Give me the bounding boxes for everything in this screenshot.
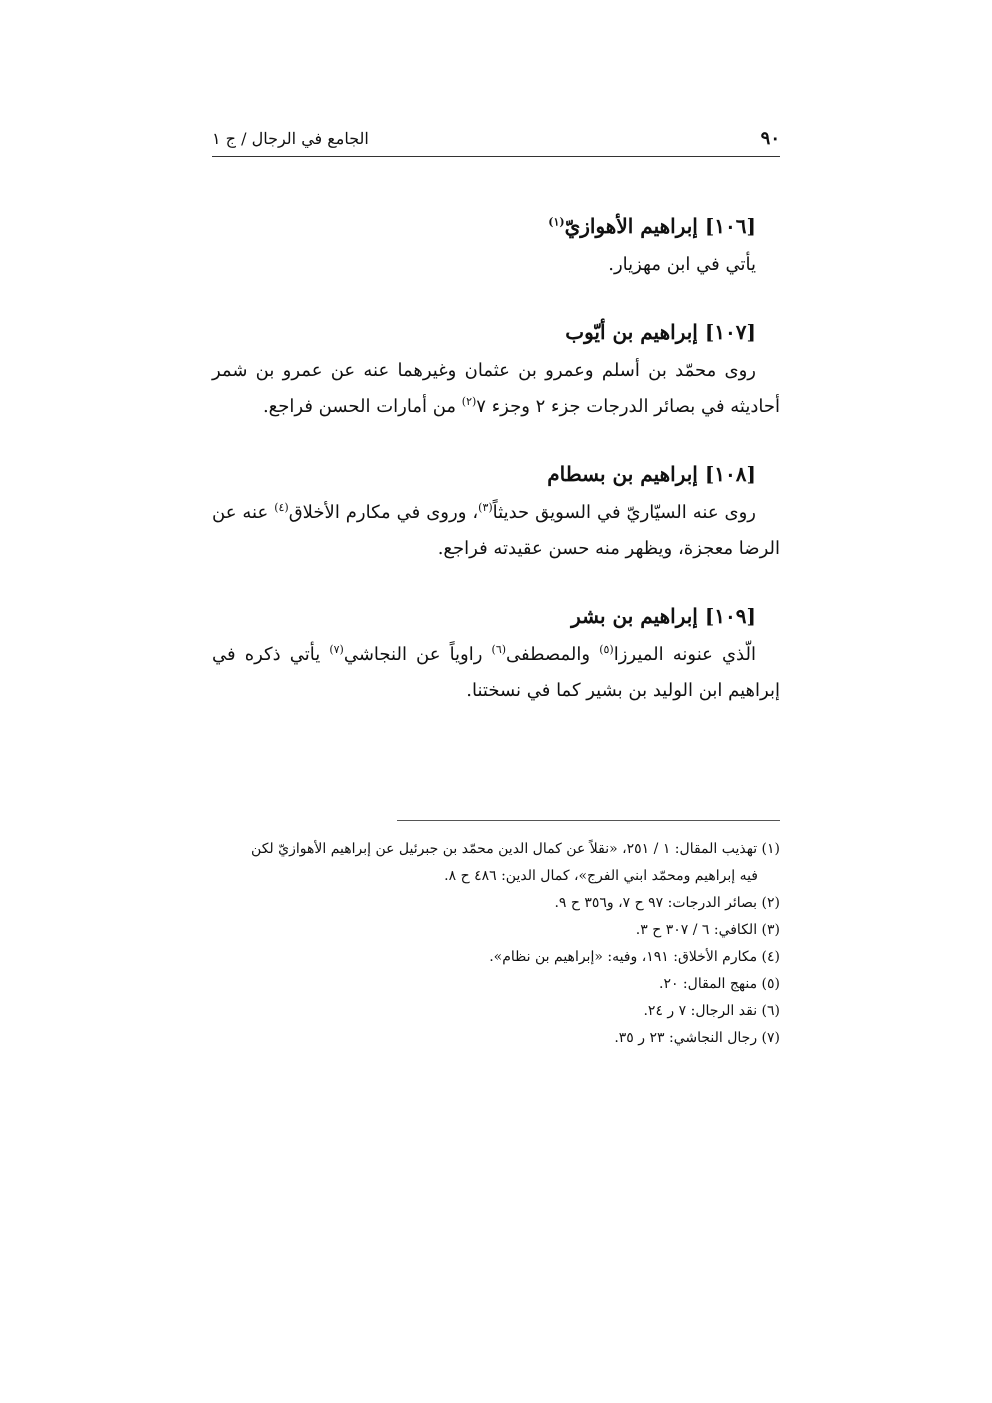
main-text	[212, 205, 780, 737]
footnote-text: (٢) بصائر الدرجات: ٩٧ ح ٧، و٣٥٦ ح ٩.	[554, 895, 780, 911]
body-text: والمصطفى	[506, 644, 600, 665]
footnote-item	[212, 917, 780, 944]
entry-heading	[212, 595, 780, 637]
entry-109	[212, 595, 780, 709]
entry-heading	[212, 311, 780, 353]
body-text: ، وروى في مكارم الأخلاق	[288, 502, 479, 523]
footnote-text: (٤) مكارم الأخلاق: ١٩١، وفيه: «إبراهيم بن نظام».	[489, 949, 780, 965]
body-text: يأتي في ابن مهزيار.	[608, 254, 756, 275]
footnote-item	[212, 971, 780, 998]
body-text: روى محمّد بن أسلم وعمرو بن عثمان وغيرهما عنه عن عمرو بن شمر أحاديثه في بصائر الدرجات جزء ٢ وجزء ٧	[212, 360, 780, 417]
footnote-text: (٧) رجال النجاشي: ٢٣ ر ٣٥.	[614, 1030, 780, 1046]
entry-heading	[212, 453, 780, 495]
footnote-item	[212, 1025, 780, 1052]
body-text: راوياً عن النجاشي	[343, 644, 492, 665]
body-text: من أمارات الحسن فراجع.	[262, 396, 462, 417]
entry-heading-text: [١٠٦] إبراهيم الأهوازيّ	[564, 214, 756, 238]
footnote-text: (١) تهذيب المقال: ١ / ٢٥١، «نقلاً عن كمال الدين محمّد بن جبرئيل عن إبراهيم الأهوازيّ لكن	[251, 841, 780, 857]
footnote-item	[212, 998, 780, 1025]
entry-106	[212, 205, 780, 283]
body-text: الّذي عنونه الميرزا	[613, 644, 756, 665]
footnote-marker: (٦)	[491, 643, 507, 656]
entry-body	[212, 637, 780, 709]
running-title: الجامع في الرجال / ج ١	[212, 128, 369, 148]
entry-heading	[212, 205, 780, 247]
footnote-marker: (٥)	[599, 643, 614, 656]
footnotes	[212, 836, 780, 1052]
footnote-continuation: فيه إبراهيم ومحمّد ابني الفرج»، كمال الدين: ٤٨٦ ح ٨.	[444, 868, 758, 884]
footnote-separator	[397, 820, 780, 821]
entry-heading-text: [١٠٧] إبراهيم بن أيّوب	[565, 320, 756, 344]
entry-107	[212, 311, 780, 425]
footnote-item	[212, 944, 780, 971]
body-text: يأتي ذكره في إبراهيم ابن الوليد بن بشير كما في نسختنا.	[212, 644, 780, 701]
body-text: روى عنه السيّاريّ في السويق حديثاً	[492, 502, 756, 523]
footnote-marker: (٣)	[478, 501, 493, 514]
footnote-item	[212, 836, 780, 890]
footnote-marker: (٢)	[461, 395, 477, 408]
entry-body	[212, 495, 780, 567]
entry-heading-text: [١٠٩] إبراهيم بن بشر	[571, 604, 756, 628]
footnote-marker: (١)	[548, 215, 565, 229]
entry-heading-text: [١٠٨] إبراهيم بن بسطام	[547, 462, 756, 486]
body-text: عنه عن الرضا معجزة، ويظهر منه حسن عقيدته فراجع.	[212, 502, 780, 559]
entry-body	[212, 247, 780, 283]
entry-body	[212, 353, 780, 425]
footnote-marker: (٧)	[329, 643, 344, 656]
page-number: ٩٠	[760, 127, 780, 149]
entry-108	[212, 453, 780, 567]
footnote-item	[212, 890, 780, 917]
footnote-text: (٣) الكافي: ٦ / ٣٠٧ ح ٣.	[635, 922, 780, 938]
footnote-text: (٥) منهج المقال: ٢٠.	[658, 976, 780, 992]
footnote-text: (٦) نقد الرجال: ٧ ر ٢٤.	[643, 1003, 780, 1019]
footnote-marker: (٤)	[274, 501, 289, 514]
page-header	[212, 120, 780, 157]
